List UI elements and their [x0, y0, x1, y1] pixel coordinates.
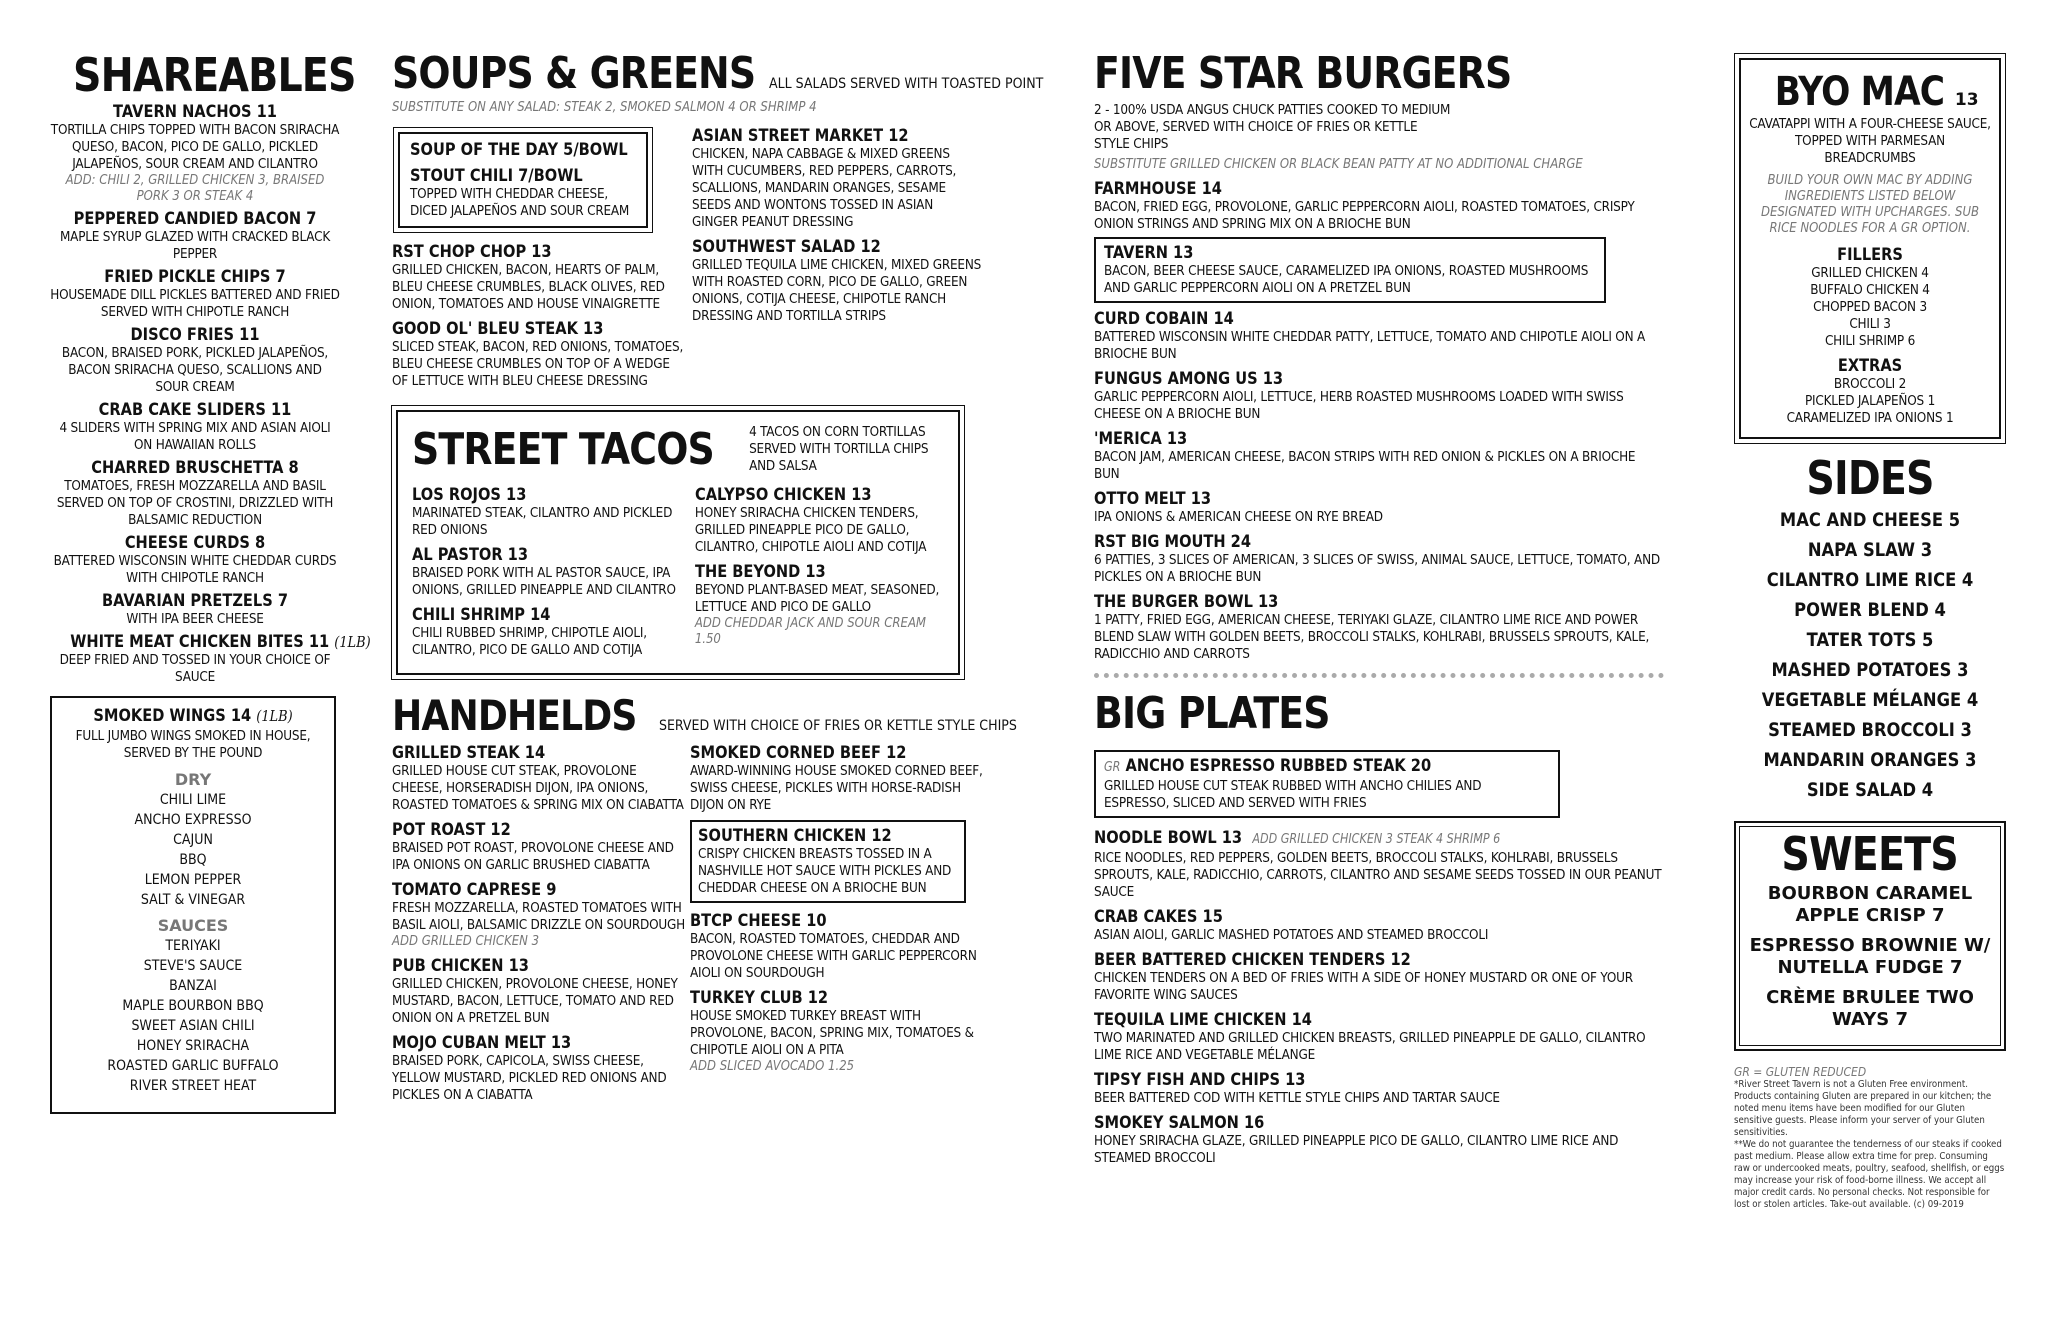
item-name: [690, 911, 945, 931]
dry-rub-option: BBQ: [179, 852, 207, 868]
item-name: [392, 820, 648, 840]
item-name-text: CHILI SHRIMP 14: [412, 605, 551, 625]
sweets-box: [1734, 821, 2006, 1051]
item-desc: 6 PATTIES, 3 SLICES OF AMERICAN, 3 SLICES OF SWISS, ANIMAL SAUCE, LETTUCE, TOMATO, AND PICKLES ON A BRIOCHE BUN: [1094, 553, 1660, 585]
sweet-item: ESPRESSO BROWNIE W/ NUTELLA FUDGE 7: [1749, 935, 1991, 978]
item-name: [690, 743, 945, 763]
sauce-option: BANZAI: [169, 978, 217, 994]
sauce-option: HONEY SRIRACHA: [136, 1038, 250, 1054]
menu-item: [1094, 592, 1664, 663]
ancho-steak-name-text: ANCHO ESPRESSO RUBBED STEAK 20: [1125, 756, 1432, 776]
item-desc: HOUSE SMOKED TURKEY BREAST WITH PROVOLONE, BACON, SPRING MIX, TOMATOES & CHIPOTLE AIOLI ON A PITA: [690, 1009, 974, 1058]
item-name-text: PUB CHICKEN 13: [392, 956, 529, 976]
item-name: [412, 605, 655, 625]
item-desc: BRAISED PORK WITH AL PASTOR SAUCE, IPA ONIONS, GRILLED PINEAPPLE AND CILANTRO: [412, 566, 676, 598]
menu-item: [1094, 907, 1664, 944]
handhelds-right-list: [690, 911, 986, 1075]
item-name: [392, 242, 643, 262]
item-desc: AWARD-WINNING HOUSE SMOKED CORNED BEEF, SWISS CHEESE, PICKLES WITH HORSE-RADISH DIJON ON RYE: [690, 764, 983, 813]
soups-title: SOUPS & GREENS: [392, 48, 756, 99]
extras-list: [1749, 376, 1991, 427]
handhelds-right: [690, 743, 986, 1110]
item-name-text: GOOD OL' BLEU STEAK 13: [392, 319, 604, 339]
sauce-option: ROASTED GARLIC BUFFALO: [107, 1058, 279, 1074]
dry-rub-option: CAJUN: [173, 832, 213, 848]
item-name-text: THE BURGER BOWL 13: [1094, 592, 1279, 612]
item-desc: FRESH MOZZARELLA, ROASTED TOMATOES WITH BASIL AIOLI, BALSAMIC DRIZZLE ON SOURDOUGH: [392, 901, 686, 933]
item-name-text: LOS ROJOS 13: [412, 485, 527, 505]
street-tacos-box: [396, 410, 960, 675]
item-desc: TWO MARINATED AND GRILLED CHICKEN BREASTS, GRILLED PINEAPPLE DE GALLO, CILANTRO LIME RICE AND VEGETABLE MÉLANGE: [1094, 1031, 1646, 1063]
menu-item: [1094, 532, 1664, 586]
fillers-title: FILLERS: [1837, 245, 1903, 265]
item-desc: MARINATED STEAK, CILANTRO AND PICKLED RED ONIONS: [412, 506, 673, 538]
soup-of-day: SOUP OF THE DAY 5/BOWL: [410, 140, 628, 160]
item-desc: TOMATOES, FRESH MOZZARELLA AND BASIL SERVED ON TOP OF CROSTINI, DRIZZLED WITH BALSAMIC REDUCTION: [56, 479, 334, 528]
noodle-bowl-name: [1094, 828, 1584, 850]
shareables-title: SHAREABLES: [73, 48, 356, 102]
sauce-option: STEVE'S SAUCE: [143, 958, 243, 974]
handhelds-title: HANDHELDS: [392, 691, 637, 740]
item-name-text: SMOKED CORNED BEEF 12: [690, 743, 907, 763]
item-name: [692, 237, 941, 257]
item-name-text: TURKEY CLUB 12: [690, 988, 829, 1008]
section-divider: [1094, 673, 1664, 678]
item-name: [1094, 369, 1584, 389]
item-name: [1094, 592, 1584, 612]
item-name-text: CHARRED BRUSCHETTA 8: [91, 458, 299, 478]
item-name-text: TOMATO CAPRESE 9: [392, 880, 557, 900]
salads-right-list: [692, 126, 982, 396]
tavern-burger-desc: BACON, BEER CHEESE SAUCE, CARAMELIZED IPA ONIONS, ROASTED MUSHROOMS AND GARLIC PEPPERCORN AIOLI ON A PRETZEL BUN: [1104, 264, 1589, 296]
sauces-list: [56, 936, 330, 1096]
handhelds-grid: [392, 743, 992, 1110]
filler-option: CHOPPED BACON 3: [1813, 300, 1927, 315]
item-desc: GARLIC PEPPERCORN AIOLI, LETTUCE, HERB ROASTED MUSHROOMS LOADED WITH SWISS CHEESE ON A BRIOCHE BUN: [1094, 390, 1624, 422]
item-name-text: PEPPERED CANDIED BACON 7: [73, 209, 317, 229]
ancho-steak-box: [1094, 750, 1560, 818]
footer-notes: [1734, 1065, 2006, 1211]
big-plates-list: [1094, 907, 1664, 1167]
right-column: [1734, 58, 2006, 1211]
stout-chili: STOUT CHILI 7/BOWL: [410, 166, 583, 186]
dry-rub-option: LEMON PEPPER: [144, 872, 242, 888]
sweets-list: [1746, 883, 1994, 1031]
item-name: [70, 533, 319, 553]
menu-item: [695, 562, 948, 648]
item-name: [70, 102, 319, 122]
item-note: ADD: CHILI 2, GRILLED CHICKEN 3, BRAISED PORK 3 OR STEAK 4: [65, 173, 325, 204]
item-name-text: BEER BATTERED CHICKEN TENDERS 12: [1094, 950, 1411, 970]
byo-mac-title: BYO MAC: [1775, 69, 1945, 115]
item-name: [1094, 1113, 1584, 1133]
stout-chili-desc: TOPPED WITH CHEDDAR CHEESE, DICED JALAPEÑOS AND SOUR CREAM: [410, 187, 630, 219]
item-name: [392, 319, 643, 339]
ancho-steak-desc: GRILLED HOUSE CUT STEAK RUBBED WITH ANCHO CHILIES AND ESPRESSO, SLICED AND SERVED WITH FRIES: [1104, 779, 1482, 811]
menu-item: [50, 325, 340, 396]
menu-item: [412, 605, 695, 659]
item-name-text: DISCO FRIES 11: [130, 325, 260, 345]
handhelds-left-list: [392, 743, 690, 1110]
tacos-subtitle: 4 TACOS ON CORN TORTILLAS SERVED WITH TORTILLA CHIPS AND SALSA: [749, 425, 929, 474]
menu-item: [412, 485, 695, 539]
tacos-header: [412, 424, 948, 475]
item-weight: (1LB): [334, 633, 371, 651]
item-desc: GRILLED TEQUILA LIME CHICKEN, MIXED GREENS WITH ROASTED CORN, PICO DE GALLO, GREEN ONIONS, COTIJA CHEESE, CHIPOTLE RANCH DRESSING AND TORTILLA STRIPS: [692, 258, 982, 324]
item-desc: ASIAN AIOLI, GARLIC MASHED POTATOES AND STEAMED BROCCOLI: [1094, 928, 1489, 943]
item-name-text: MOJO CUBAN MELT 13: [392, 1033, 572, 1053]
item-name: [1094, 489, 1584, 509]
menu-item: [50, 102, 340, 205]
soup-chili-box: [398, 132, 648, 228]
menu-item: [692, 126, 982, 231]
item-desc: CHICKEN TENDERS ON A BED OF FRIES WITH A SIDE OF HONEY MUSTARD OR ONE OF YOUR FAVORITE WING SAUCES: [1094, 971, 1633, 1003]
wings-desc: FULL JUMBO WINGS SMOKED IN HOUSE, SERVED BY THE POUND: [75, 729, 311, 761]
item-name: [1094, 950, 1584, 970]
steak-disclaimer: **We do not guarantee the tenderness of our steaks if cooked past medium. Please allow extra time for prep. Consuming raw or undercooked meats, poultry, seafood, shellfish, or eggs may increase your risk of food-borne illness. We accept all major credit cards. No personal checks. Not responsible for lost or stolen articles. Take-out available. (c) 09-2019: [1734, 1139, 2005, 1210]
menu-item: [50, 209, 340, 263]
tacos-title: STREET TACOS: [412, 423, 714, 475]
item-desc: 1 PATTY, FRIED EGG, AMERICAN CHEESE, TERIYAKI GLAZE, CILANTRO LIME RICE AND POWER BLEND SLAW WITH GOLDEN BEETS, BROCCOLI STALKS, KOHLRABI, BRUSSELS SPROUTS, KALE, RADICCHIO AND CARROTS: [1094, 613, 1650, 662]
item-name-text: RST BIG MOUTH 24: [1094, 532, 1252, 552]
burgers-intro: 2 - 100% USDA ANGUS CHUCK PATTIES COOKED TO MEDIUM OR ABOVE, SERVED WITH CHOICE OF FRIES OR KETTLE STYLE CHIPS: [1094, 103, 1451, 152]
sauce-option: SWEET ASIAN CHILI: [131, 1018, 255, 1034]
item-name-text: RST CHOP CHOP 13: [392, 242, 552, 262]
gluten-reduced-note: GR = GLUTEN REDUCED: [1734, 1065, 1867, 1079]
item-desc: HONEY SRIRACHA GLAZE, GRILLED PINEAPPLE PICO DE GALLO, CILANTRO LIME RICE AND STEAMED BROCCOLI: [1094, 1134, 1619, 1166]
sides-title: SIDES: [1806, 451, 1934, 505]
item-name: [695, 562, 913, 582]
item-name-text: CURD COBAIN 14: [1094, 309, 1234, 329]
menu-item: [1094, 1113, 1664, 1167]
menu-item: [1094, 1070, 1664, 1107]
menu-item: [50, 400, 340, 454]
item-desc: BRAISED PORK, CAPICOLA, SWISS CHEESE, YELLOW MUSTARD, PICKLED RED ONIONS AND PICKLES ON A CIABATTA: [392, 1054, 667, 1103]
menu-item: [392, 319, 684, 390]
menu-item: [692, 237, 982, 325]
sweet-item: CRÈME BRULEE TWO WAYS 7: [1766, 987, 1974, 1030]
item-name: [70, 400, 319, 420]
handhelds-header: [392, 691, 1017, 740]
burgers-column: [1094, 48, 1664, 1173]
item-name-text: CALYPSO CHICKEN 13: [694, 485, 872, 505]
item-name-text: FRIED PICKLE CHIPS 7: [104, 267, 286, 287]
item-name: [70, 325, 319, 345]
fillers-list: [1749, 265, 1991, 350]
filler-option: GRILLED CHICKEN 4: [1811, 266, 1929, 281]
extra-option: PICKLED JALAPEÑOS 1: [1804, 394, 1936, 409]
item-name-text: AL PASTOR 13: [412, 545, 529, 565]
item-name-text: ASIAN STREET MARKET 12: [692, 126, 909, 146]
item-desc: BACON, BRAISED PORK, PICKLED JALAPEÑOS, BACON SRIRACHA QUESO, SCALLIONS AND SOUR CREAM: [61, 346, 329, 395]
item-name: [412, 545, 655, 565]
item-desc: BACON, ROASTED TOMATOES, CHEDDAR AND PROVOLONE CHEESE WITH GARLIC PEPPERCORN AIOLI ON SOURDOUGH: [690, 932, 977, 981]
byo-mac-price: 13: [1954, 90, 1979, 110]
dry-rub-option: ANCHO EXPRESSO: [134, 812, 252, 828]
item-name: [1094, 907, 1584, 927]
menu-item: [50, 267, 340, 321]
menu-item: [50, 533, 340, 587]
item-name-text: POT ROAST 12: [392, 820, 511, 840]
item-note: ADD GRILLED CHICKEN 3: [392, 934, 540, 949]
menu-item: [1094, 309, 1664, 363]
menu-item: [412, 545, 695, 599]
item-name: [690, 988, 945, 1008]
menu-item: [50, 458, 340, 529]
item-name-text: TAVERN NACHOS 11: [113, 102, 277, 122]
menu-item: [50, 591, 340, 628]
item-name-text: 'MERICA 13: [1094, 429, 1188, 449]
menu-item: [392, 242, 684, 313]
farmhouse-name: FARMHOUSE 14: [1094, 179, 1222, 199]
noodle-bowl: [1094, 828, 1664, 901]
sauce-option: RIVER STREET HEAT: [129, 1078, 257, 1094]
sides-list: [1734, 505, 2006, 805]
menu-item: [1094, 489, 1664, 526]
item-name-text: WHITE MEAT CHICKEN BITES 11: [70, 632, 330, 652]
sweet-item: BOURBON CARAMEL APPLE CRISP 7: [1767, 883, 1973, 926]
wings-lb: (1LB): [256, 707, 293, 725]
noodle-bowl-add: ADD GRILLED CHICKEN 3 STEAK 4 SHRIMP 6: [1252, 832, 1501, 847]
item-note: ADD SLICED AVOCADO 1.25: [690, 1059, 855, 1074]
item-name-text: OTTO MELT 13: [1094, 489, 1212, 509]
menu-item: [50, 632, 371, 686]
burgers-title: FIVE STAR BURGERS: [1094, 48, 1512, 99]
dry-rubs-list: [56, 790, 330, 910]
soups-left: [392, 126, 684, 396]
filler-option: BUFFALO CHICKEN 4: [1810, 283, 1930, 298]
item-name: [1094, 429, 1584, 449]
item-name-text: SOUTHWEST SALAD 12: [692, 237, 881, 257]
filler-option: CHILI SHRIMP 6: [1824, 334, 1916, 349]
byo-mac-header: [1749, 69, 1991, 115]
burgers-list: [1094, 309, 1664, 663]
side-item: MAC AND CHEESE 5: [1779, 509, 1961, 531]
item-desc: 4 SLIDERS WITH SPRING MIX AND ASIAN AIOLI ON HAWAIIAN ROLLS: [59, 421, 331, 453]
item-name: [1094, 532, 1584, 552]
item-desc: BEYOND PLANT-BASED MEAT, SEASONED, LETTUCE AND PICO DE GALLO: [694, 583, 940, 615]
item-name-text: CRAB CAKES 15: [1094, 907, 1223, 927]
item-name: [70, 591, 319, 611]
side-item: VEGETABLE MÉLANGE 4: [1761, 689, 1979, 711]
side-item: STEAMED BROCCOLI 3: [1768, 719, 1972, 741]
item-name-text: TIPSY FISH AND CHIPS 13: [1094, 1070, 1306, 1090]
item-name: [70, 267, 319, 287]
menu-item: [1094, 1010, 1664, 1064]
gluten-disclaimer: *River Street Tavern is not a Gluten Free environment. Products containing Gluten are prepared in our kitchen; the noted menu items have been modified for our Gluten sensitive guests. Please inform your server of your Gluten sensitivities.: [1734, 1079, 1992, 1138]
tacos-grid: [412, 485, 948, 665]
gr-tag: GR: [1104, 760, 1121, 775]
menu-item: [392, 1033, 690, 1104]
side-item: MASHED POTATOES 3: [1771, 659, 1969, 681]
item-desc: BRAISED POT ROAST, PROVOLONE CHEESE AND IPA ONIONS ON GARLIC BRUSHED CIABATTA: [392, 841, 674, 873]
side-item: CILANTRO LIME RICE 4: [1766, 569, 1974, 591]
item-name: [412, 485, 655, 505]
menu-item: [1094, 950, 1664, 1004]
sauces-title: SAUCES: [157, 916, 229, 935]
handhelds-right-top: [690, 743, 986, 814]
salads-left-list: [392, 242, 684, 390]
menu-item: [1094, 179, 1664, 233]
menu-item: [1094, 369, 1664, 423]
noodle-bowl-name-text: NOODLE BOWL 13: [1094, 828, 1243, 848]
item-name: [70, 458, 319, 478]
item-name: [1094, 1010, 1584, 1030]
item-desc: WITH IPA BEER CHEESE: [126, 612, 264, 627]
dry-rub-option: CHILI LIME: [159, 792, 227, 808]
side-item: SIDE SALAD 4: [1806, 779, 1934, 801]
menu-item: [392, 820, 690, 874]
side-item: MANDARIN ORANGES 3: [1763, 749, 1977, 771]
tacos-right-list: [695, 485, 948, 665]
menu-item: [690, 743, 986, 814]
item-desc: TORTILLA CHIPS TOPPED WITH BACON SRIRACHA QUESO, BACON, PICO DE GALLO, PICKLED JALAPEÑOS, SOUR CREAM AND CILANTRO: [50, 123, 340, 172]
item-name: [70, 632, 371, 652]
soups-substitute-note: SUBSTITUTE ON ANY SALAD: STEAK 2, SMOKED SALMON 4 OR SHRIMP 4: [392, 100, 817, 115]
item-name: [70, 209, 319, 229]
item-name: [1094, 309, 1584, 329]
extras-title: EXTRAS: [1837, 356, 1903, 376]
item-name-text: CRAB CAKE SLIDERS 11: [98, 400, 292, 420]
item-name-text: BAVARIAN PRETZELS 7: [101, 591, 289, 611]
item-desc: BATTERED WISCONSIN WHITE CHEDDAR PATTY, LETTUCE, TOMATO AND CHIPOTLE AIOLI ON A BRIOCHE BUN: [1094, 330, 1646, 362]
sauce-option: TERIYAKI: [165, 938, 221, 954]
soups-header: [392, 48, 1044, 99]
soups-subtitle: ALL SALADS SERVED WITH TOASTED POINT: [768, 75, 1044, 92]
side-item: NAPA SLAW 3: [1807, 539, 1933, 561]
side-item: TATER TOTS 5: [1806, 629, 1934, 651]
burgers-substitute-note: SUBSTITUTE GRILLED CHICKEN OR BLACK BEAN PATTY AT NO ADDITIONAL CHARGE: [1094, 157, 1583, 172]
item-name: [392, 743, 648, 763]
extra-option: BROCCOLI 2: [1833, 377, 1907, 392]
tavern-burger-box: [1094, 237, 1606, 303]
wings-name-text: SMOKED WINGS 14: [93, 706, 252, 726]
menu-item: [695, 485, 948, 556]
item-note: ADD CHEDDAR JACK AND SOUR CREAM 1.50: [694, 616, 927, 647]
item-desc: GRILLED HOUSE CUT STEAK, PROVOLONE CHEESE, HORSERADISH DIJON, IPA ONIONS, ROASTED TOMATOES & SPRING MIX ON CIABATTA: [392, 764, 684, 813]
tavern-burger-name: TAVERN 13: [1104, 243, 1194, 263]
dry-rubs-title: DRY: [174, 770, 212, 789]
item-name-text: TEQUILA LIME CHICKEN 14: [1094, 1010, 1312, 1030]
item-name-text: CHEESE CURDS 8: [124, 533, 266, 553]
southern-chicken-desc: CRISPY CHICKEN BREASTS TOSSED IN A NASHVILLE HOT SAUCE WITH PICKLES AND CHEDDAR CHEESE ON A BRIOCHE BUN: [698, 847, 952, 896]
ancho-steak-name: [1104, 756, 1488, 778]
handhelds-subtitle: SERVED WITH CHOICE OF FRIES OR KETTLE STYLE CHIPS: [658, 717, 1017, 734]
item-desc: BEER BATTERED COD WITH KETTLE STYLE CHIPS AND TARTAR SAUCE: [1094, 1091, 1500, 1106]
menu-item: [392, 956, 690, 1027]
sweets-title: SWEETS: [1781, 827, 1959, 881]
menu-item: [392, 743, 690, 814]
item-name-text: THE BEYOND 13: [694, 562, 826, 582]
dry-rub-option: SALT & VINEGAR: [140, 892, 246, 908]
byo-mac-desc: CAVATAPPI WITH A FOUR-CHEESE SAUCE, TOPPED WITH PARMESAN BREADCRUMBS: [1749, 117, 1991, 166]
big-plates-title: BIG PLATES: [1094, 688, 1330, 739]
item-desc: CHILI RUBBED SHRIMP, CHIPOTLE AIOLI, CILANTRO, PICO DE GALLO AND COTIJA: [412, 626, 647, 658]
southern-chicken-name: SOUTHERN CHICKEN 12: [698, 826, 892, 846]
item-name: [692, 126, 941, 146]
tacos-left-list: [412, 485, 695, 665]
side-item: POWER BLEND 4: [1794, 599, 1946, 621]
soups-grid: [392, 126, 992, 396]
center-left-column: [392, 48, 1044, 1110]
item-desc: MAPLE SYRUP GLAZED WITH CRACKED BLACK PEPPER: [59, 230, 331, 262]
item-desc: DEEP FRIED AND TOSSED IN YOUR CHOICE OF SAUCE: [59, 653, 331, 685]
farmhouse-desc: BACON, FRIED EGG, PROVOLONE, GARLIC PEPPERCORN AIOLI, ROASTED TOMATOES, CRISPY ONION STRINGS AND SPRING MIX ON A BRIOCHE BUN: [1094, 200, 1635, 232]
item-desc: CHICKEN, NAPA CABBAGE & MIXED GREENS WITH CUCUMBERS, RED PEPPERS, CARROTS, SCALLIONS, MANDARIN ORANGES, SESAME SEEDS AND WONTONS TOSSED IN ASIAN GINGER PEANUT DRESSING: [692, 147, 957, 230]
item-desc: IPA ONIONS & AMERICAN CHEESE ON RYE BREAD: [1094, 510, 1383, 525]
item-name-text: FUNGUS AMONG US 13: [1094, 369, 1284, 389]
extra-option: CARAMELIZED IPA ONIONS 1: [1786, 411, 1954, 426]
item-name-text: GRILLED STEAK 14: [392, 743, 546, 763]
item-desc: GRILLED CHICKEN, BACON, HEARTS OF PALM, BLEU CHEESE CRUMBLES, BLACK OLIVES, RED ONION, TOMATOES AND HOUSE VINAIGRETTE: [392, 263, 665, 312]
item-desc: GRILLED CHICKEN, PROVOLONE CHEESE, HONEY MUSTARD, BACON, LETTUCE, TOMATO AND RED ONION ON A PRETZEL BUN: [392, 977, 678, 1026]
menu-item: [690, 911, 986, 982]
byo-mac-note: BUILD YOUR OWN MAC BY ADDING INGREDIENTS LISTED BELOW DESIGNATED WITH UPCHARGES. SUB RICE NOODLES FOR A GR OPTION.: [1760, 173, 1980, 236]
item-name-text: SMOKEY SALMON 16: [1094, 1113, 1265, 1133]
item-name: [392, 1033, 648, 1053]
item-desc: SLICED STEAK, BACON, RED ONIONS, TOMATOES, BLEU CHEESE CRUMBLES ON TOP OF A WEDGE OF LETTUCE WITH BLEU CHEESE DRESSING: [392, 340, 684, 389]
filler-option: CHILI 3: [1849, 317, 1891, 332]
item-desc: BATTERED WISCONSIN WHITE CHEDDAR CURDS WITH CHIPOTLE RANCH: [53, 554, 337, 586]
item-desc: BACON JAM, AMERICAN CHEESE, BACON STRIPS WITH RED ONION & PICKLES ON A BRIOCHE BUN: [1094, 450, 1636, 482]
shareables-column: [50, 48, 371, 1114]
shareables-list: [50, 102, 371, 686]
item-name: [392, 880, 648, 900]
southern-chicken-box: [690, 820, 966, 903]
menu-item: [392, 880, 690, 950]
byo-mac-box: [1739, 58, 2001, 439]
item-name: [1094, 1070, 1584, 1090]
sauce-option: MAPLE BOURBON BBQ: [122, 998, 264, 1014]
noodle-bowl-desc: RICE NOODLES, RED PEPPERS, GOLDEN BEETS, BROCCOLI STALKS, KOHLRABI, BRUSSELS SPROUTS, KALE, RADICCHIO, CARROTS, CILANTRO AND SESAME SEEDS TOSSED IN OUR PEANUT SAUCE: [1094, 851, 1662, 900]
item-desc: HONEY SRIRACHA CHICKEN TENDERS, GRILLED PINEAPPLE PICO DE GALLO, CILANTRO, CHIPOTLE AIOLI AND COTIJA: [694, 506, 927, 555]
wings-name: [75, 706, 311, 726]
item-name-text: BTCP CHEESE 10: [690, 911, 827, 931]
item-name: [695, 485, 913, 505]
item-name: [392, 956, 648, 976]
item-desc: HOUSEMADE DILL PICKLES BATTERED AND FRIED SERVED WITH CHIPOTLE RANCH: [50, 288, 340, 320]
smoked-wings-box: [50, 696, 336, 1114]
menu-item: [1094, 429, 1664, 483]
menu-item: [690, 988, 986, 1075]
